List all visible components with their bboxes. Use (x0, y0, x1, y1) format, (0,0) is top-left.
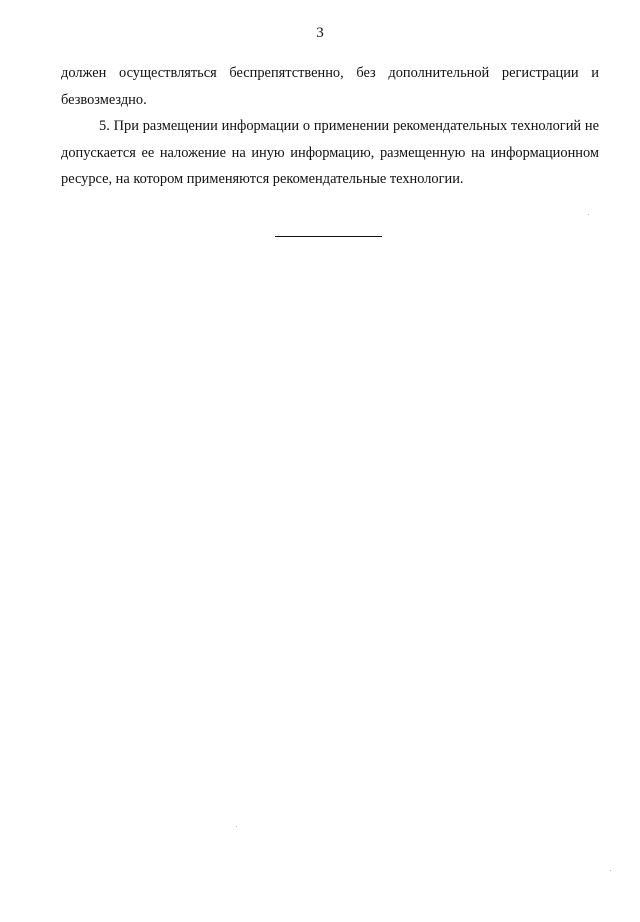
document-body (61, 60, 599, 193)
scan-speck (610, 870, 611, 871)
scan-speck (588, 214, 589, 215)
paragraph-continuation: должен осуществляться беспрепятственно, без дополнительной регистрации и безвозмездно. (61, 65, 599, 108)
end-separator-line (275, 236, 382, 237)
page-number: 3 (316, 25, 324, 41)
scan-speck (236, 826, 237, 827)
paragraph-item-5: 5. При размещении информации о применении рекомендательных технологий не допускается ее наложение на иную информацию, размещенную на информационном ресурсе, на котором применяются рекомендательные технологии. (61, 118, 599, 187)
